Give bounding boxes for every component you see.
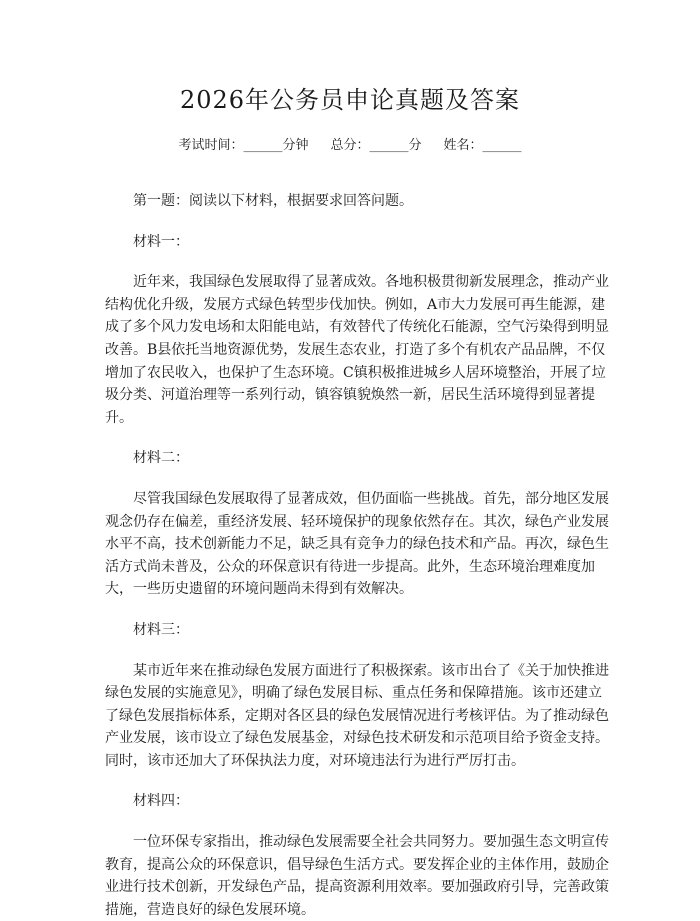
exam-time-field: 考试时间：______分钟	[178, 138, 309, 153]
material-paragraph	[105, 831, 609, 921]
material-paragraph	[105, 271, 609, 429]
page-title: 2026年公务员申论真题及答案	[179, 86, 521, 114]
name-field: 姓名：______	[443, 138, 522, 153]
paragraph-line: 措施，营造良好的绿色发展环境。	[105, 901, 315, 918]
paragraph-line: 绿色发展的实施意见》，明确了绿色发展目标、重点任务和保障措施。该市还建立	[105, 685, 602, 702]
material-paragraph	[105, 488, 609, 601]
paragraph-line: 观念仍存在偏差，重经济发展、轻环境保护的现象依然存在。其次，绿色产业发展	[105, 513, 609, 530]
paragraph-line: 改善。B县依托当地资源优势，发展生态农业，打造了多个有机农产品品牌，不仅	[105, 341, 606, 358]
material-heading: 材料四：	[133, 793, 189, 810]
paragraph-line: 某市近年来在推动绿色发展方面进行了积极探索。该市出台了《关于加快推进	[133, 662, 609, 679]
paragraph-line: 同时，该市还加大了环保执法力度，对环境违法行为进行严厉打击。	[105, 752, 525, 769]
material-heading: 材料三：	[133, 621, 189, 638]
paragraph-line: 升。	[105, 409, 133, 426]
paragraph-line: 大，一些历史遗留的环境问题尚未得到有效解决。	[105, 581, 413, 598]
material-paragraph	[105, 660, 609, 773]
exam-info-row	[105, 136, 595, 156]
paragraph-line: 近年来，我国绿色发展取得了显著成效。各地积极贯彻新发展理念，推动产业	[133, 274, 609, 291]
paragraph-line: 尽管我国绿色发展取得了显著成效，但仍面临一些挑战。首先，部分地区发展	[133, 490, 609, 507]
paragraph-line: 教育，提高公众的环保意识，倡导绿色生活方式。要发挥企业的主体作用，鼓励企	[105, 856, 609, 873]
material-heading: 材料二：	[133, 450, 189, 467]
paragraph-line: 成了多个风力发电场和太阳能电站，有效替代了传统化石能源，空气污染得到明显	[105, 319, 609, 336]
paragraph-line: 活方式尚未普及，公众的环保意识有待进一步提高。此外，生态环境治理难度加	[105, 558, 595, 575]
paragraph-line: 增加了农民收入，也保护了生态环境。C镇积极推进城乡人居环境整治，开展了垃	[105, 364, 606, 381]
paragraph-line: 水平不高，技术创新能力不足，缺乏具有竞争力的绿色技术和产品。再次，绿色生	[105, 536, 609, 553]
paragraph-line: 了绿色发展指标体系，定期对各区县的绿色发展情况进行考核评估。为了推动绿色	[105, 707, 609, 724]
paragraph-line: 一位环保专家指出，推动绿色发展需要全社会共同努力。要加强生态文明宣传	[133, 834, 609, 851]
total-score-field: 总分：______分	[330, 138, 422, 153]
document-body	[105, 190, 609, 921]
question-heading: 第一题：阅读以下材料，根据要求回答问题。	[133, 193, 413, 209]
paragraph-line: 圾分类、河道治理等一系列行动，镇容镇貌焕然一新，居民生活环境得到显著提	[105, 387, 595, 404]
paragraph-line: 业进行技术创新，开发绿色产品，提高资源利用效率。要加强政府引导，完善政策	[105, 879, 609, 896]
paragraph-line: 产业发展，该市设立了绿色发展基金，对绿色技术研发和示范项目给予资金支持。	[105, 730, 609, 747]
paragraph-line: 结构优化升级，发展方式绿色转型步伐加快。例如，A市大力发展可再生能源，建	[105, 296, 606, 313]
material-heading: 材料一：	[133, 233, 189, 250]
